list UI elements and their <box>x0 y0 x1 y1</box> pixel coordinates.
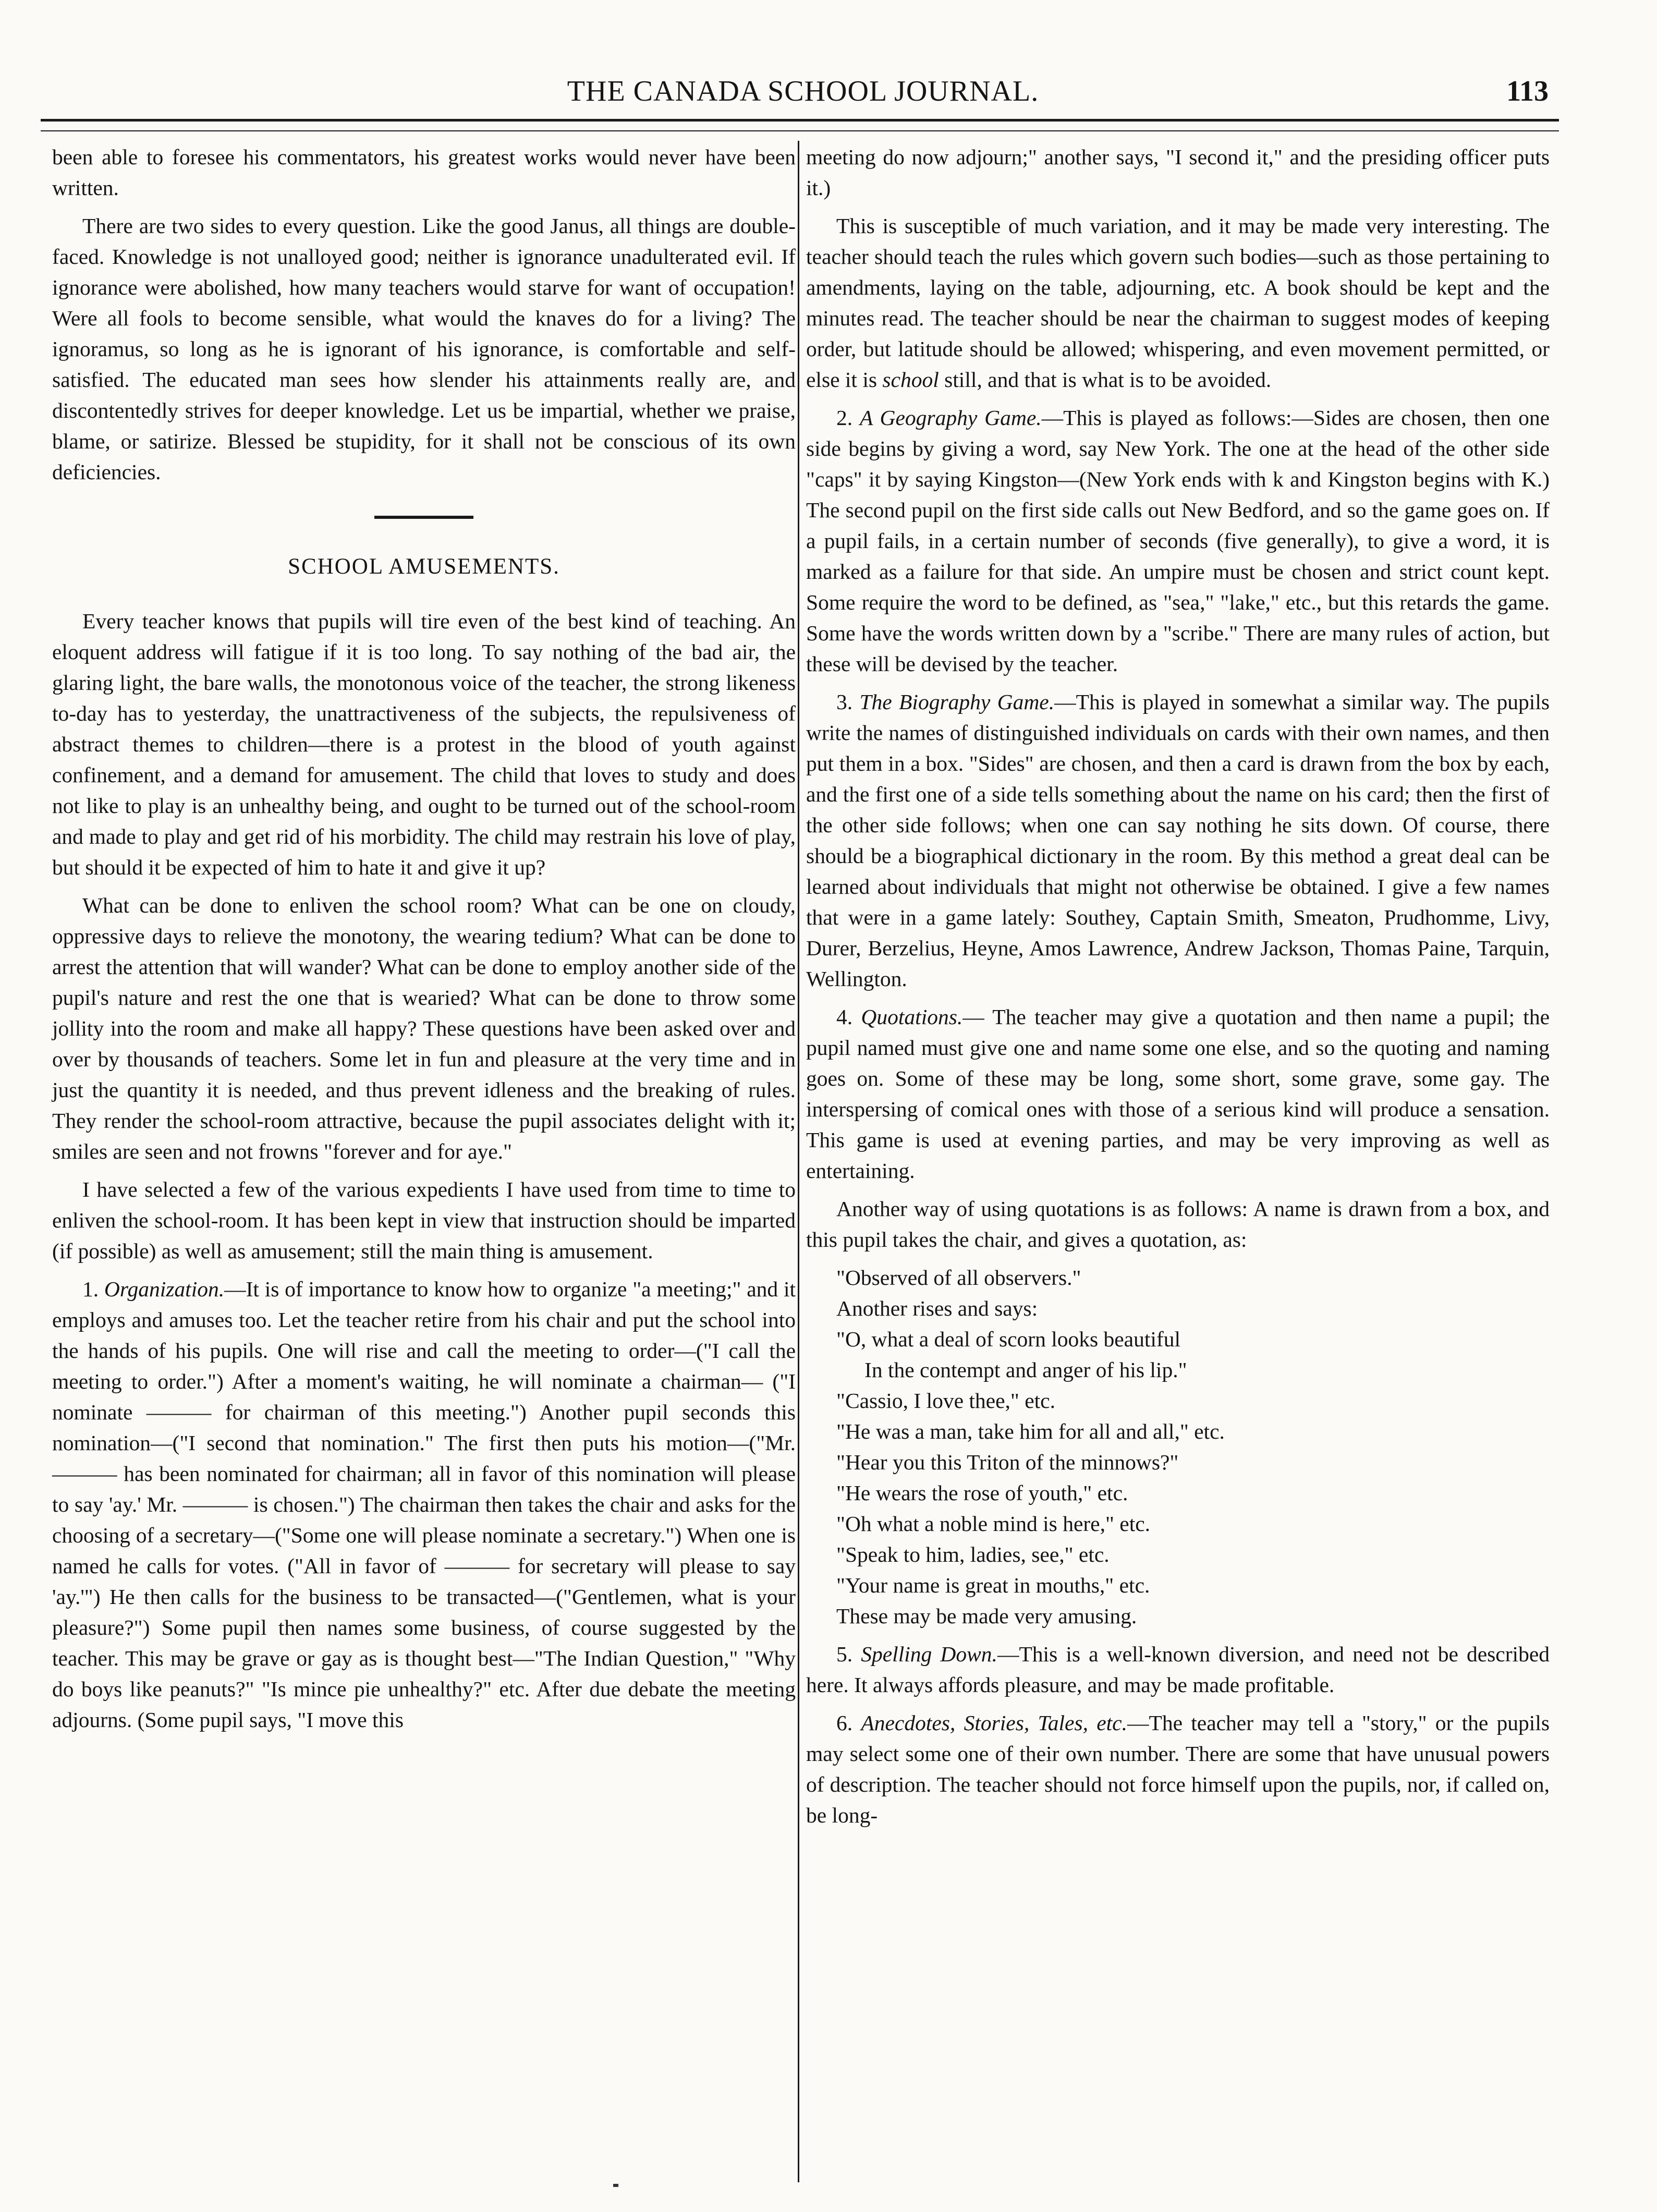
item-text: —This is played as follows:—Sides are chosen, then one side begins by giving a word, say New York. The one at the head of the other side "caps" it by saying Kingston—(New York ends with k and Kingston begins with K.) The second pupil on the first side calls out New Bedford, and so the game goes on. If a pupil fails, in a certain number of seconds (five generally), to give a word, it is marked as a failure for that side. An umpire must be chosen and strict count kept. Some require the word to be defined, as "sea," "lake," etc., but this retards the game. Some have the words written down by a "scribe." There are many rules of action, but these will be devised by the teacher. <box>806 406 1550 676</box>
numbered-paragraph <box>52 1274 796 1735</box>
item-number: 5. <box>836 1642 861 1666</box>
item-title: Organization. <box>104 1277 225 1301</box>
header-rule-thin <box>41 130 1559 131</box>
item-title: The Biography Game. <box>859 690 1055 714</box>
item-title: Anecdotes, Stories, Tales, etc. <box>861 1711 1127 1735</box>
numbered-paragraph <box>806 1639 1550 1700</box>
quote-line: In the contempt and anger of his lip." <box>864 1358 1187 1382</box>
paragraph <box>806 211 1550 395</box>
quote-line: These may be made very amusing. <box>836 1604 1137 1628</box>
paragraph: meeting do now adjourn;" another says, "I second it," and the presiding officer puts it.) <box>806 145 1550 200</box>
paragraph: Another way of using quotations is as follows: A name is drawn from a box, and this pupil takes the chair, and gives a quotation, as: <box>806 1197 1550 1251</box>
quote-line: "Cassio, I love thee," etc. <box>836 1389 1055 1413</box>
quote-line: "Speak to him, ladies, see," etc. <box>836 1542 1110 1566</box>
item-number: 6. <box>836 1711 861 1735</box>
paragraph: been able to foresee his commentators, his greatest works would never have been written. <box>52 145 796 200</box>
item-title: Spelling Down. <box>861 1642 997 1666</box>
text-run: still, and that is what is to be avoided. <box>939 368 1272 392</box>
column-divider <box>798 141 799 2182</box>
quote-line: "Oh what a noble mind is here," etc. <box>836 1512 1151 1536</box>
quote-line: "He wears the rose of youth," etc. <box>836 1481 1128 1505</box>
quote-line: Another rises and says: <box>836 1296 1038 1320</box>
numbered-paragraph <box>806 1002 1550 1186</box>
item-text: — The teacher may give a quotation and then name a pupil; the pupil named must give one and name some one else, and so the quoting and naming goes on. Some of these may be long, some short, some grave, some gay. The interspersing of comical ones with those of a serious kind will produce a sensation. This game is used at evening parties, and may be very improving as well as entertaining. <box>806 1005 1550 1183</box>
numbered-paragraph <box>806 1708 1550 1831</box>
numbered-paragraph <box>806 403 1550 679</box>
running-header <box>52 73 1554 110</box>
paragraph: I have selected a few of the various expedients I have used from time to time to enliven the school-room. It has been kept in view that instruction should be imparted (if possible) as well as amusement; still the main thing is amusement. <box>52 1177 796 1263</box>
quote-line: "O, what a deal of scorn looks beautiful <box>836 1327 1181 1351</box>
quote-line: "Observed of all observers." <box>836 1266 1081 1290</box>
page-number: 113 <box>1506 75 1549 107</box>
quote-line: "He was a man, take him for all and all," etc. <box>836 1419 1225 1443</box>
paragraph: What can be done to enliven the school room? What can be one on cloudy, oppressive days to relieve the monotony, the wearing tedium? What can be done to arrest the attention that will wander? What can be done to employ another side of the pupil's nature and rest the one that is wearied? What can be done to throw some jollity into the room and make all happy? These questions have been asked over and over by thousands of teachers. Some let in fun and pleasure at the very time and in just the quantity it is needed, and thus prevent idleness and the breaking of rules. They render the school-room attractive, because the pupil associates delight with it; smiles are seen and not frowns "forever and for aye." <box>52 893 796 1163</box>
item-text: —This is played in somewhat a similar way. The pupils write the names of distinguished individuals on cards with their own names, and then put them in a box. "Sides" are chosen, and then a card is drawn from the box by each, and the first one of a side tells something about the name on his card; then the first of the other side follows; when one can say nothing he sits down. Of course, there should be a biographical dictionary in the room. By this method a great deal can be learned about individuals that might not otherwise be obtained. I give a few names that were in a game lately: Southey, Captain Smith, Smeaton, Prudhomme, Livy, Durer, Berzelius, Heyne, Amos Lawrence, Andrew Jackson, Thomas Paine, Tarquin, Wellington. <box>806 690 1550 991</box>
item-text: —The teacher may tell a "story," or the pupils may select some one of their own number. There are some that have unusual powers of description. The teacher should not force himself upon the pupils, nor, if called on, be long- <box>806 1711 1550 1827</box>
quote-line: "Hear you this Triton of the minnows?" <box>836 1450 1179 1474</box>
italic-word: school <box>882 368 939 392</box>
text-run: This is susceptible of much variation, and it may be made very interesting. The teacher should teach the rules which govern such bodies—such as those pertaining to amendments, laying on the table, adjourning, etc. A book should be kept and the minutes read. The teacher should be near the chairman to suggest modes of keeping order, but latitude should be allowed; whispering, and even movement permitted, or else it is <box>806 214 1550 392</box>
item-number: 3. <box>836 690 860 714</box>
item-number: 2. <box>836 406 860 430</box>
paragraph: Every teacher knows that pupils will tire even of the best kind of teaching. An eloquent address will fatigue if it is too long. To say nothing of the bad air, the glaring light, the bare walls, the monotonous voice of the teacher, the strong likeness to-day has to yesterday, the unattractiveness of the subjects, the repulsiveness of abstract themes to children—there is a protest in the blood of youth against confinement, and a demand for amusement. The child that loves to study and does not like to play is an unhealthy being, and ought to be turned out of the school-room and made to play and get rid of his morbidity. The child may restrain his love of play, but should it be expected of him to hate it and give it up? <box>52 609 796 879</box>
right-column <box>806 142 1550 1838</box>
numbered-paragraph <box>806 687 1550 994</box>
item-number: 1. <box>82 1277 104 1301</box>
item-text: —It is of importance to know how to organize "a meeting;" and it employs and amuses too. Let the teacher retire from his chair and put the school into the hands of his pupils. One will rise and call the meeting to order—("I call the meeting to order.") After a moment's waiting, he will nominate a chairman— ("I nominate ——— for chairman of this meeting.") Another pupil seconds this nomination—("I second that nomination." The first then puts his motion—("Mr. ——— has been nominated for chairman; all in favor of this nomination will please to say 'ay.' Mr. ——— is chosen.") The chairman then takes the chair and asks for the choosing of a secretary—("Some one will please nominate a secretary.") When one is named he calls for votes. ("All in favor of ——— for secretary will please to say 'ay.'") He then calls for the business to be transacted—("Gentlemen, what is your pleasure?") Some pupil then names some business, of course suggested by the teacher. This may be grave or gay as is thought best—"The Indian Question," "Why do boys like peanuts?" "Is mince pie unhealthy?" etc. After due debate the meeting adjourns. (Some pupil says, "I move this <box>52 1277 796 1732</box>
left-column <box>52 142 796 1743</box>
item-title: A Geography Game. <box>860 406 1042 430</box>
item-number: 4. <box>836 1005 861 1029</box>
header-rule-thick <box>41 119 1559 121</box>
section-rule <box>374 516 473 519</box>
section-title: SCHOOL AMUSEMENTS. <box>288 554 560 579</box>
quote-line: "Your name is great in mouths," etc. <box>836 1573 1150 1597</box>
print-mark <box>613 2184 618 2187</box>
item-text: —This is a well-known diversion, and need not be described here. It always affords pleasure, and may be made profitable. <box>806 1642 1550 1697</box>
item-title: Quotations. <box>861 1005 963 1029</box>
paragraph: There are two sides to every question. Like the good Janus, all things are double-faced. Knowledge is not unalloyed good; neither is ignorance unadulterated evil. If ignorance were abolished, how many teachers would starve for want of occupation! Were all fools to become sensible, what would the knaves do for a living? The ignoramus, so long as he is ignorant of his ignorance, is comfortable and self-satisfied. The educated man sees how slender his attainments really are, and discontentedly strives for deeper knowledge. Let us be impartial, whether we praise, blame, or satirize. Blessed be stupidity, for it shall not be conscious of its own deficiencies. <box>52 214 796 484</box>
journal-title: THE CANADA SCHOOL JOURNAL. <box>567 75 1039 107</box>
quotation-list <box>806 1262 1550 1632</box>
